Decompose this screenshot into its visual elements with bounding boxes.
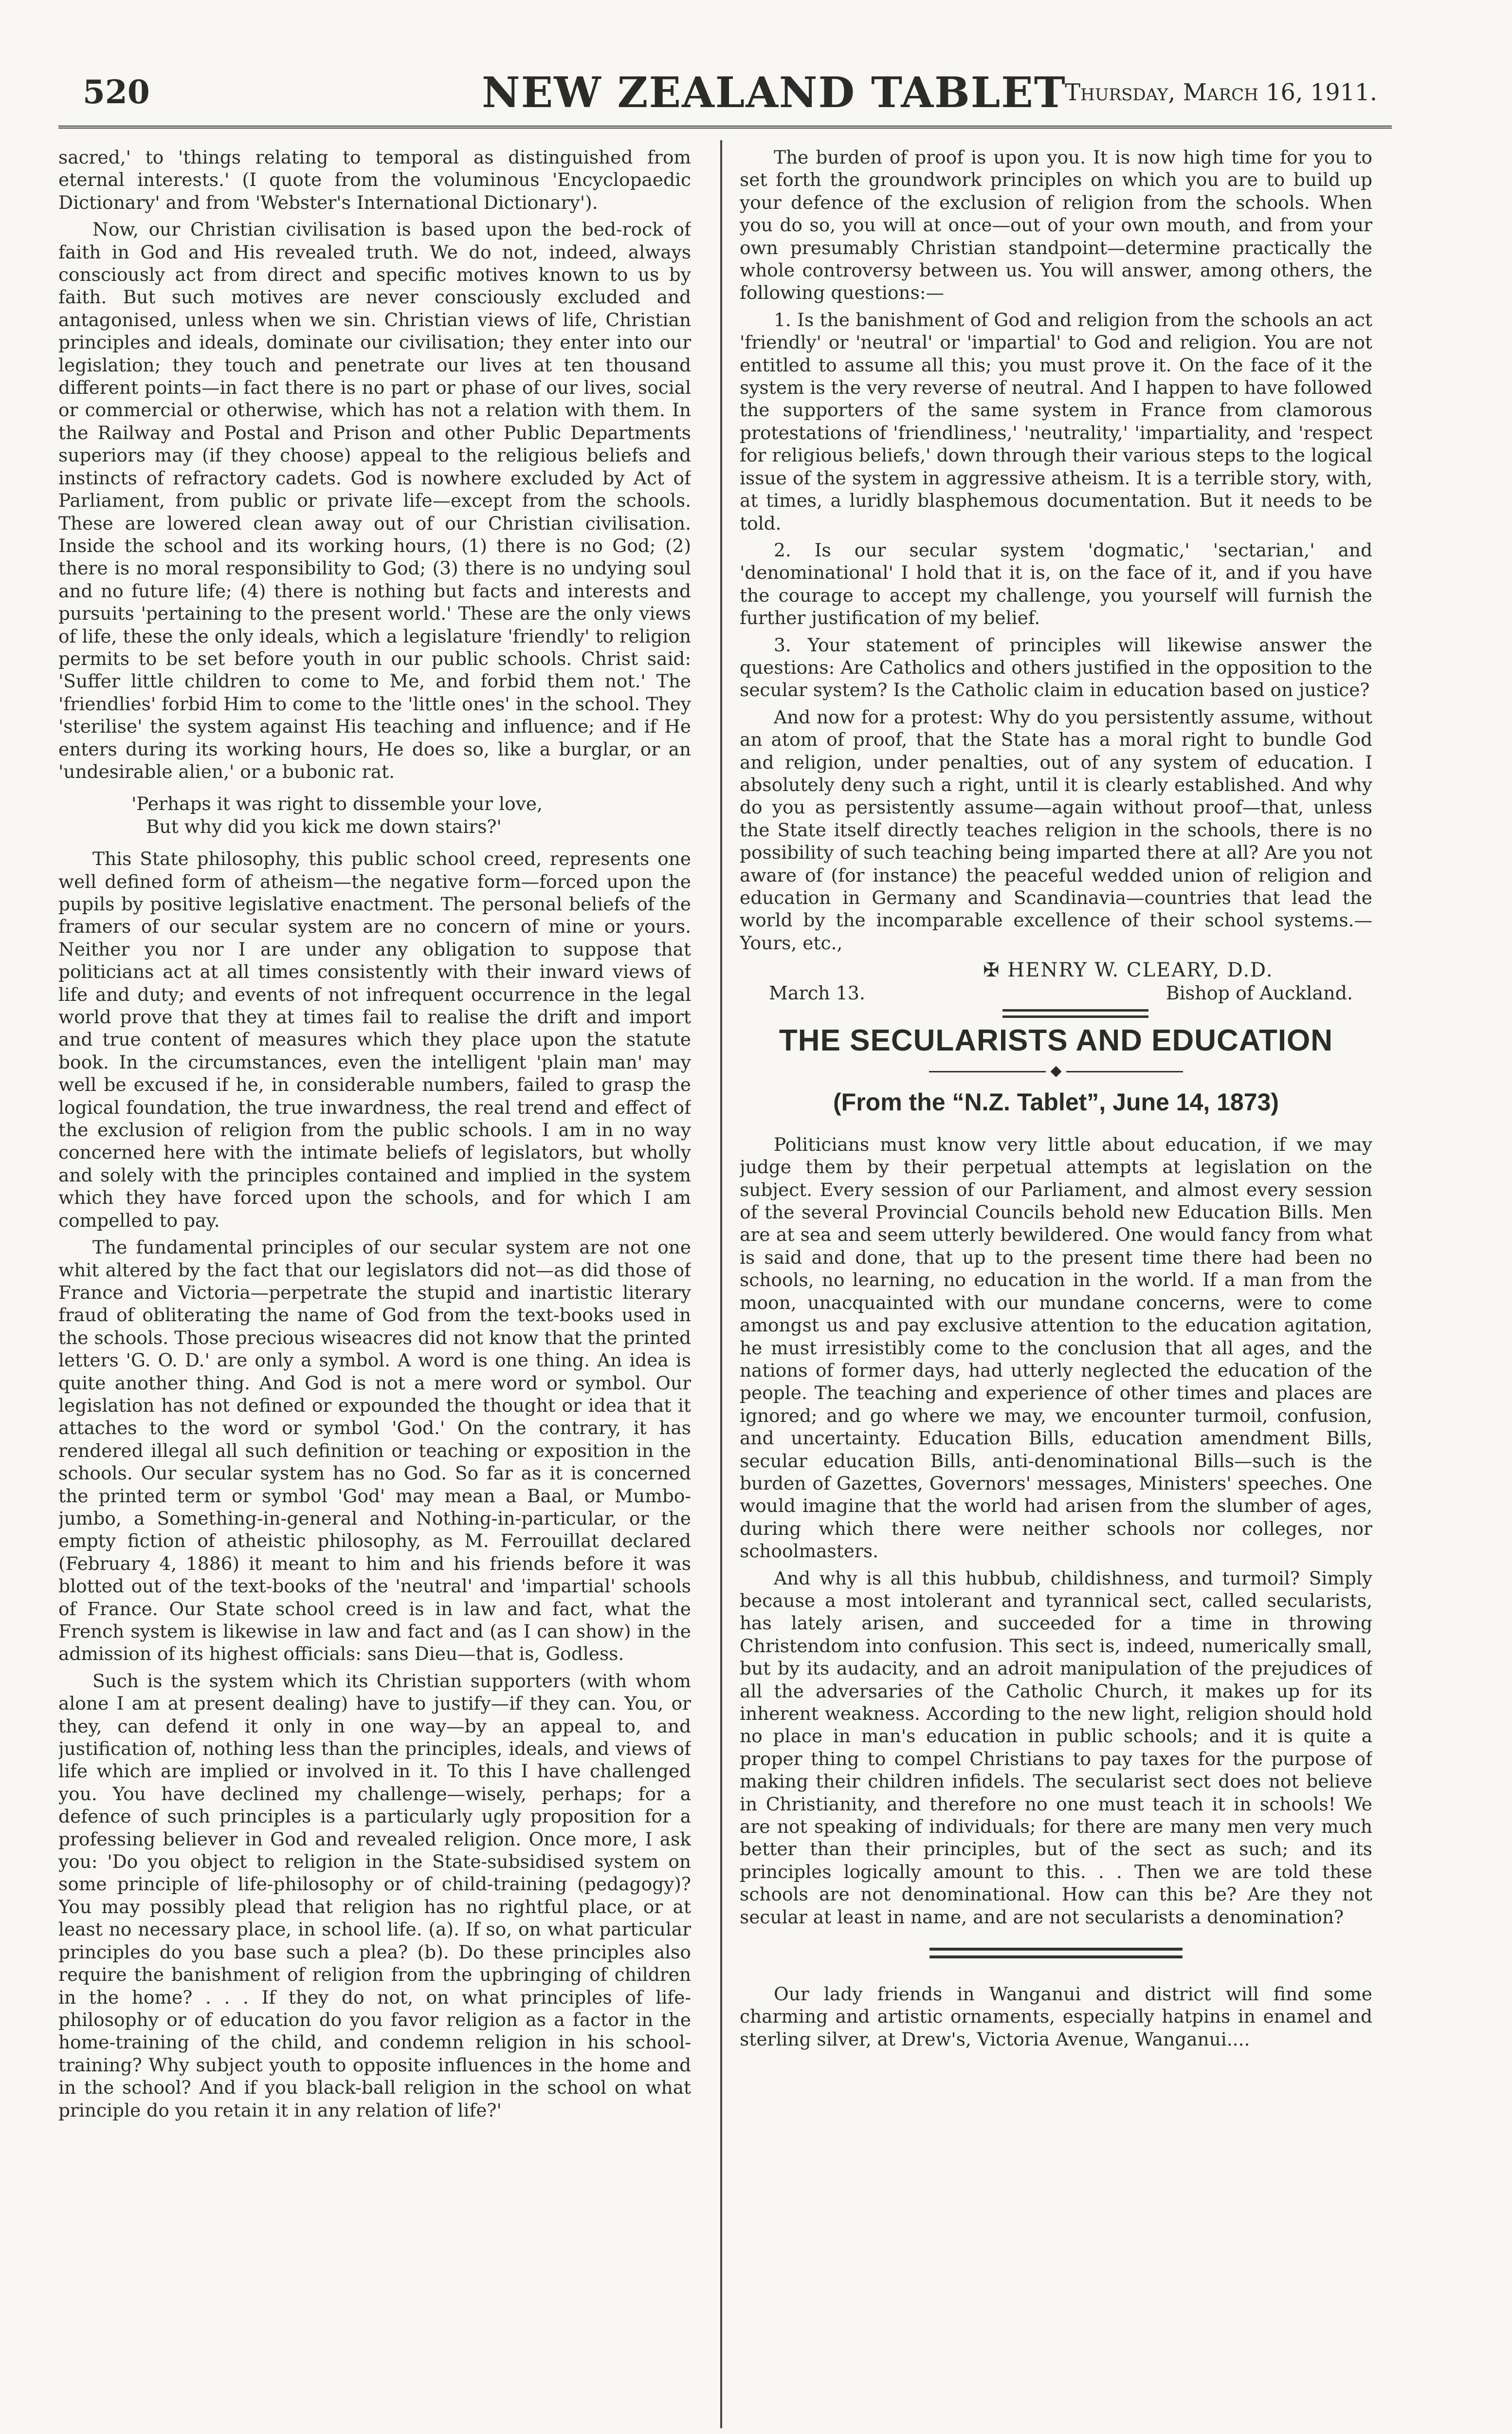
paragraph: Politicians must know very little about education, if we may judge them by their perpetual attempts at legislation on the subject. Every session of our Parliament, and almost every session of the several Provincial Councils behold new Education Bills. Men are at sea and seem utterly bewildered. One would fancy from what is said and done, that up to the present time there had been no schools, no learning, no education in the world. If a man from the moon, unacquainted with our mundane concerns, were to come amongst us and pay exclusive attention to the education agitation, he must irresistibly come to the conclusion that all ages, and the nations of former days, had utterly neglected the education of the people. The teaching and experience of other times and places are ignored; and go where we may, we encounter turmoil, confusion, and uncertainty. Education Bills, education amendment Bills, secular education Bills, anti-denominational Bills—such is the burden of Gazettes, Governors' messages, Ministers' speeches. One would imagine that the world had arisen from the slumber of ages, during which there were neither schools nor colleges, nor schoolmasters. — [740, 1133, 1372, 1562]
paragraph: 3. Your statement of principles will likewise answer the questions: Are Catholics and others justified in the opposition to the secular system? Is the Catholic claim in education based on justice? — [740, 634, 1372, 701]
signature-title: Bishop of Auckland. — [1166, 982, 1353, 1004]
right-column — [740, 146, 1372, 2405]
paragraph: sacred,' to 'things relating to temporal as distinguished from eternal interests.' (I quote from the voluminous 'Encyclopaedic Dictionary' and from 'Webster's International Dictionary'). — [58, 147, 691, 213]
paragraph: Now, our Christian civilisation is based upon the bed-rock of faith in God and His revealed truth. We do not, indeed, always consciously act from direct and specific motives known to us by faith. But such motives are never consciously excluded and antagonised, unless when we sin. Christian views of life, Christian principles and ideals, dominate our civilisation; they enter into our legislation; they touch and penetrate our lives at ten thousand different points—in fact there is no part or phase of our lives, social or commercial or otherwise, which has not a relation with them. In the Railway and Postal and Prison and other Public Departments superiors may (if they choose) appeal to the religious beliefs and instincts of refractory cadets. God is nowhere excluded by Act of Parliament, from public or private life—except from the schools. These are lowered clean away out of our Christian civilisation. Inside the school and its working hours, (1) there is no God; (2) there is no moral responsibility to God; (3) there is no undying soul and no future life; (4) there is nothing but facts and interests and pursuits 'pertaining to the present world.' These are the only views of life, these the only ideals, which a legislature 'friendly' to religion permits to be set before youth in our public schools. Christ said: 'Suffer little children to come to Me, and forbid them not.' The 'friendlies' forbid Him to come to the 'little ones' in the school. They 'sterilise' the system against His teaching and influence; and if He enters during its working hours, He does so, like a burglar, or an 'undesirable alien,' or a bubonic rat. — [58, 219, 691, 782]
issue-date: Thursday, March 16, 1911. — [1065, 79, 1377, 106]
poem-quote — [131, 793, 691, 838]
paragraph: This State philosophy, this public school creed, represents one well defined form of atheism—the negative form—forced upon the pupils by positive legislative enactment. The personal beliefs of the framers of our secular system are no concern of mine or yours. Neither you nor I are under any obligation to suppose that politicians act at all times consistently with their inward views of life and duty; and events of not infrequent occurrence in the legal world prove that they at times fail to realise the drift and import and true content of measures which they place upon the statute book. In the circumstances, even the intelligent 'plain man' may well be excused if he, in considerable numbers, failed to grasp the logical foundation, the true inwardness, the real trend and effect of the exclusion of religion from the public schools. I am in no way concerned here with the intimate beliefs of legislators, but wholly and solely with the principles contained and implied in the system which they have forced upon the schools, and for which I am compelled to pay. — [58, 848, 691, 1231]
paragraph: 1. Is the banishment of God and religion from the schools an act 'friendly' or 'neutral' or 'impartial' to God and religion. You are not entitled to assume all this; you must prove it. On the face of it the system is the very reverse of neutral. And I happen to have followed the supporters of the same system in France from clamorous protestations of 'friendliness,' 'neutrality,' 'impartiality, and 'respect for religious beliefs,' down through their various steps to the logical issue of the system in aggressive atheism. It is a terrible story, with, at times, a luridly blasphemous documentation. But it needs to be told. — [740, 309, 1372, 534]
paragraph: And why is all this hubbub, childishness, and turmoil? Simply because a most intolerant and tyrannical sect, called secularists, has lately arisen, and succeeded for a time in throwing Christendom into confusion. This sect is, indeed, numerically small, but by its audacity, and an adroit manipulation of the prejudices of all the adversaries of the Catholic Church, it makes up for its inherent weakness. According to the new light, religion should hold no place in man's education in public schools; and it is quite a proper thing to compel Christians to pay taxes for the purpose of making their children infidels. The secularist sect does not believe in Christianity, and therefore no one must teach it in schools! We are not speaking of individuals; for there are many men very much better than their principles, but of the sect as such; and its principles logically amount to this. . . Then we are told these schools are not denominational. How can this be? Are they not secular at least in name, and are not secularists a denomination? — [740, 1567, 1372, 1928]
signature-name: ✠ HENRY W. CLEARY, D.D. — [983, 959, 1274, 982]
article-headline: THE SECULARISTS AND EDUCATION — [779, 1023, 1333, 1057]
poem-line: 'Perhaps it was right to dissemble your love, — [131, 793, 543, 815]
paragraph: 2. Is our secular system 'dogmatic,' 'sectarian,' and 'denominational' I hold that it is, on the face of it, and if you have the courage to accept my challenge, you yourself will furnish the further justification of my belief. — [740, 539, 1372, 629]
page-number: 520 — [83, 73, 150, 111]
advert-paragraph: Our lady friends in Wanganui and district will find some charming and artistic ornaments, especially hatpins in enamel and sterling silver, at Drew's, Victoria Avenue, Wanganui.... — [740, 1983, 1372, 2050]
paragraph: The fundamental principles of our secular system are not one whit altered by the fact that our legislators did not—as did those of France and Victoria—perpetrate the stupid and inartistic literary fraud of obliterating the name of God from the text-books used in the schools. Those precious wiseacres did not know that the printed letters 'G. O. D.' are only a symbol. A word is one thing. An idea is quite another thing. And God is not a mere word or symbol. Our legislation has not defined or expounded the thought or idea that it attaches to the word or symbol 'God.' On the contrary, it has rendered illegal all such definition or teaching or exposition in the schools. Our secular system has no God. So far as it is concerned the printed term or symbol 'God' may mean a Baal, or Mumbo-jumbo, a Something-in-general and Nothing-in-particular, or the empty fiction of atheistic philosophy, as M. Ferrouillat declared (February 4, 1886) it meant to him and his friends before it was blotted out of the text-books of the 'neutral' and 'impartial' schools of France. Our State school creed is in law and fact, what the French system is likewise in law and fact and (as I can show) in the admission of its highest officials: sans Dieu—that is, Godless. — [58, 1236, 691, 1665]
paragraph: And now for a protest: Why do you persistently assume, without an atom of proof, that the State has a moral right to bundle God and religion, under penalties, out of any system of education. I absolutely deny such a right, until it is clearly established. And why do you as persistently assume—again without proof—that, unless the State itself directly teaches religion in the schools, there is no possibility of such teaching being imparted there at all? Are you not aware of (for instance) the peaceful wedded union of religion and education in Germany and Scandinavia—countries that lead the world by the incomparable excellence of their school systems.—Yours, etc., — [740, 706, 1372, 954]
ornament-rule: ◆ — [740, 1060, 1372, 1082]
article-subhead: (From the “N.Z. Tablet”, June 14, 1873) — [833, 1088, 1279, 1116]
section-rule — [929, 1948, 1183, 1958]
letter-date: March 13. — [769, 982, 865, 1004]
page-header — [83, 68, 1377, 127]
paragraph: The burden of proof is upon you. It is now high time for you to set forth the groundwork principles on which you are to build up your defence of the exclusion of religion from the schools. When you do so, you will at once—out of your own mouth, and from your own presumably Christian standpoint—determine practically the whole controversy between us. You will answer, among others, the following questions:— — [740, 147, 1372, 304]
poem-line: But why did you kick me down stairs?' — [146, 815, 502, 837]
column-divider — [720, 140, 722, 2428]
end-rule — [1002, 1009, 1148, 1018]
header-rule — [58, 126, 1392, 129]
left-column — [58, 146, 691, 2405]
masthead: NEW ZEALAND TABLET — [482, 68, 1066, 117]
paragraph: Such is the system which its Christian supporters (with whom alone I am at present dealing) have to justify—if they can. You, or they, can defend it only in one way—by an appeal to, and justification of, nothing less than the principles, ideals, and views of life which are implied or involved in it. To this I have challenged you. You have declined my challenge—wisely, perhaps; for a defence of such principles is a particularly ugly proposition for a professing believer in God and revealed religion. Once more, I ask you: 'Do you object to religion in the State-subsidised system on some principle of life-philosophy or of child-training (pedagogy)? You may possibly plead that religion has no rightful place, or at least no necessary place, in school life. (a). If so, on what particular principles do you base such a plea? (b). Do these principles also require the banishment of religion from the upbringing of children in the home? . . . If they do not, on what principles of life-philosophy or of education do you favor religion as a factor in the home-training of the child, and condemn religion in his school-training? Why subject youth to opposite influences in the home and in the school? And if you black-ball religion in the school on what principle do you retain it in any relation of life?' — [58, 1670, 691, 2121]
signature-block — [740, 959, 1372, 1006]
